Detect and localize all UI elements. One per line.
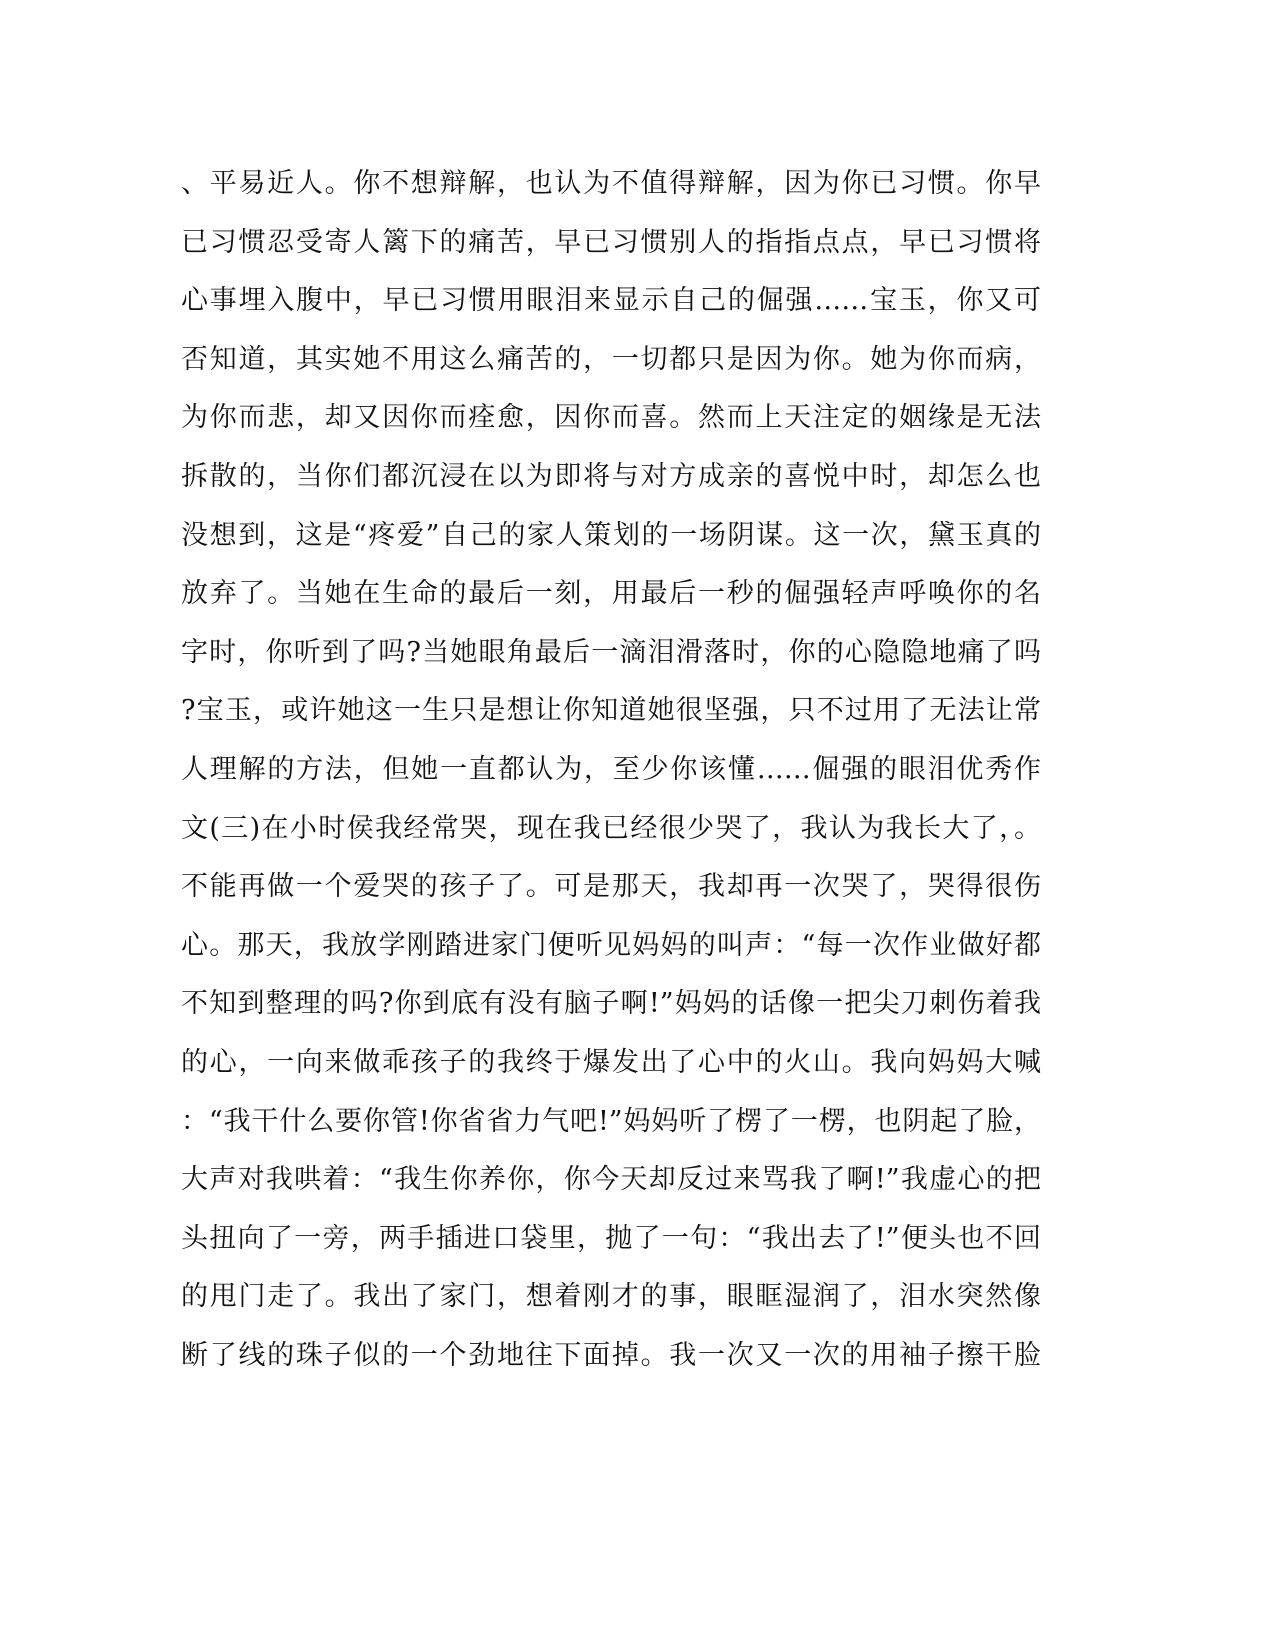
text-line: 为你而悲，却又因你而痊愈，因你而喜。然而上天注定的姻缘是无法: [181, 402, 1041, 434]
text-line: 、平易近人。你不想辩解，也认为不值得辩解，因为你已习惯。你早: [181, 168, 1041, 199]
text-line: 否知道，其实她不用这么痛苦的，一切都只是因为你。她为你而病，: [181, 343, 1041, 375]
text-line: 断了线的珠子似的一个劲地往下面掉。我一次又一次的用袖子擦干脸: [181, 1339, 1041, 1371]
text-line: 头扭向了一旁，两手插进口袋里，抛了一句：“我出去了!”便头也不回: [181, 1222, 1041, 1254]
text-line: 不知到整理的吗?你到底有没有脑子啊!”妈妈的话像一把尖刀刺伤着我: [181, 988, 1041, 1020]
text-line: 的心，一向来做乖孩子的我终于爆发出了心中的火山。我向妈妈大喊: [181, 1046, 1041, 1078]
text-line: ?宝玉，或许她这一生只是想让你知道她很坚强，只不过用了无法让常: [181, 695, 1041, 727]
body-text: [181, 155, 1041, 1385]
text-line: 拆散的，当你们都沉浸在以为即将与对方成亲的喜悦中时，却怎么也: [181, 460, 1041, 492]
text-line: 字时，你听到了吗?当她眼角最后一滴泪滑落时，你的心隐隐地痛了吗: [181, 636, 1041, 668]
text-line: 文(三)在小时侯我经常哭，现在我已经很少哭了，我认为我长大了，。: [181, 812, 1041, 844]
text-line: 没想到，这是“疼爱”自己的家人策划的一场阴谋。这一次，黛玉真的: [181, 519, 1041, 551]
text-line: 大声对我哄着：“我生你养你，你今天却反过来骂我了啊!”我虚心的把: [181, 1164, 1041, 1196]
text-line: 心事埋入腹中，早已习惯用眼泪来显示自己的倔强……宝玉，你又可: [181, 285, 1041, 317]
text-line: 人理解的方法，但她一直都认为，至少你该懂……倔强的眼泪优秀作: [181, 753, 1041, 785]
text-line: 放弃了。当她在生命的最后一刻，用最后一秒的倔强轻声呼唤你的名: [181, 578, 1041, 610]
text-line: 不能再做一个爱哭的孩子了。可是那天，我却再一次哭了，哭得很伤: [181, 871, 1041, 903]
text-line: 心。那天，我放学刚踏进家门便听见妈妈的叫声：“每一次作业做好都: [181, 929, 1041, 961]
text-line: 已习惯忍受寄人篱下的痛苦，早已习惯别人的指指点点，早已习惯将: [181, 226, 1041, 258]
text-line: ：“我干什么要你管!你省省力气吧!”妈妈听了楞了一楞，也阴起了脸，: [181, 1105, 1041, 1137]
text-line: 的甩门走了。我出了家门，想着刚才的事，眼眶湿润了，泪水突然像: [181, 1281, 1041, 1313]
